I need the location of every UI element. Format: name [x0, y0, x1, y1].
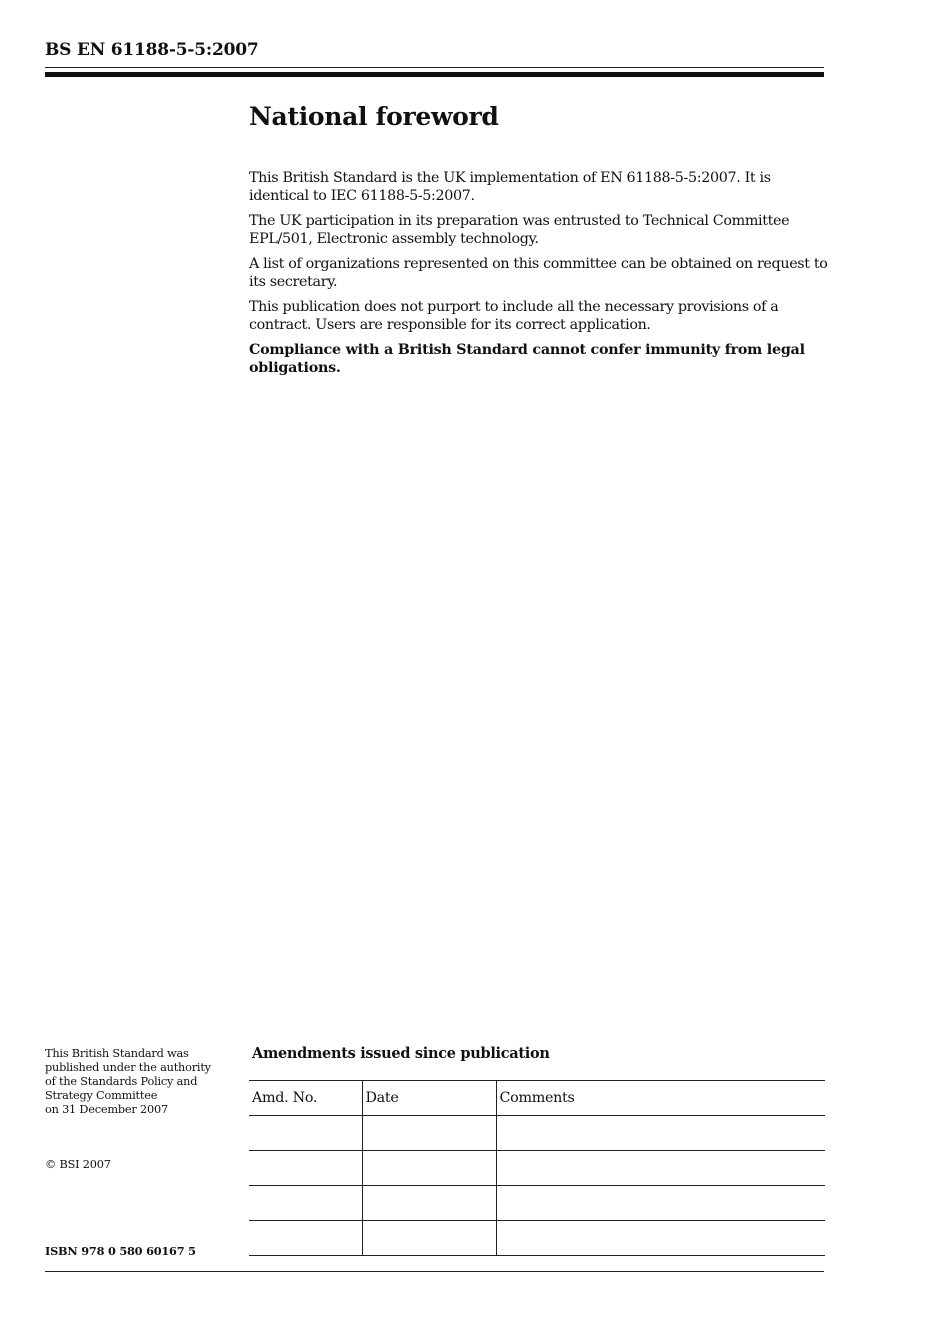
foreword-paragraph: This British Standard is the UK implementation of EN 61188-5-5:2007. It is identical to IEC 61188-5-5:2007.: [249, 170, 771, 204]
document-reference: BS EN 61188-5-5:2007: [45, 40, 259, 60]
table-row: [249, 1116, 825, 1151]
comments-cell: [496, 1151, 825, 1186]
header-rule-thick: [45, 72, 824, 77]
foreword-paragraph: The UK participation in its preparation was entrusted to Technical Committee EPL/501, Electronic assembly technology.: [249, 213, 790, 247]
table-row: [249, 1151, 825, 1186]
column-header-date: Date: [362, 1081, 496, 1116]
foreword-paragraph: This publication does not purport to include all the necessary provisions of a contract. Users are responsible for its correct application.: [249, 299, 779, 333]
table-row: [249, 1221, 825, 1256]
copyright-notice: © BSI 2007: [45, 1158, 111, 1171]
amendments-table: [249, 1080, 825, 1256]
amd-no-cell: [249, 1116, 362, 1151]
table-row: [249, 1186, 825, 1221]
foreword-paragraph: A list of organizations represented on this committee can be obtained on request to its secretary.: [249, 256, 828, 290]
footer-rule: [45, 1271, 824, 1272]
amd-no-cell: [249, 1151, 362, 1186]
publication-note-line: on 31 December 2007: [45, 1103, 168, 1116]
publication-note-line: This British Standard was: [45, 1047, 189, 1060]
date-cell: [362, 1186, 496, 1221]
column-header-comments: Comments: [496, 1081, 825, 1116]
column-header-amd-no: Amd. No.: [249, 1081, 362, 1116]
isbn: ISBN 978 0 580 60167 5: [45, 1244, 196, 1258]
comments-cell: [496, 1116, 825, 1151]
publication-note-line: Strategy Committee: [45, 1089, 158, 1102]
publication-note-line: published under the authority: [45, 1061, 211, 1074]
compliance-statement: Compliance with a British Standard cannot confer immunity from legal obligations.: [249, 342, 805, 376]
amendments-title: Amendments issued since publication: [252, 1045, 550, 1062]
publication-note-line: of the Standards Policy and: [45, 1075, 198, 1088]
amd-no-cell: [249, 1186, 362, 1221]
date-cell: [362, 1221, 496, 1256]
foreword-title: National foreword: [249, 102, 499, 131]
amd-no-cell: [249, 1221, 362, 1256]
foreword-section: [249, 100, 829, 385]
comments-cell: [496, 1186, 825, 1221]
date-cell: [362, 1151, 496, 1186]
table-header-row: [249, 1081, 825, 1116]
publication-authority-note: [45, 1047, 240, 1117]
header-rule-thin: [45, 67, 824, 68]
date-cell: [362, 1116, 496, 1151]
comments-cell: [496, 1221, 825, 1256]
